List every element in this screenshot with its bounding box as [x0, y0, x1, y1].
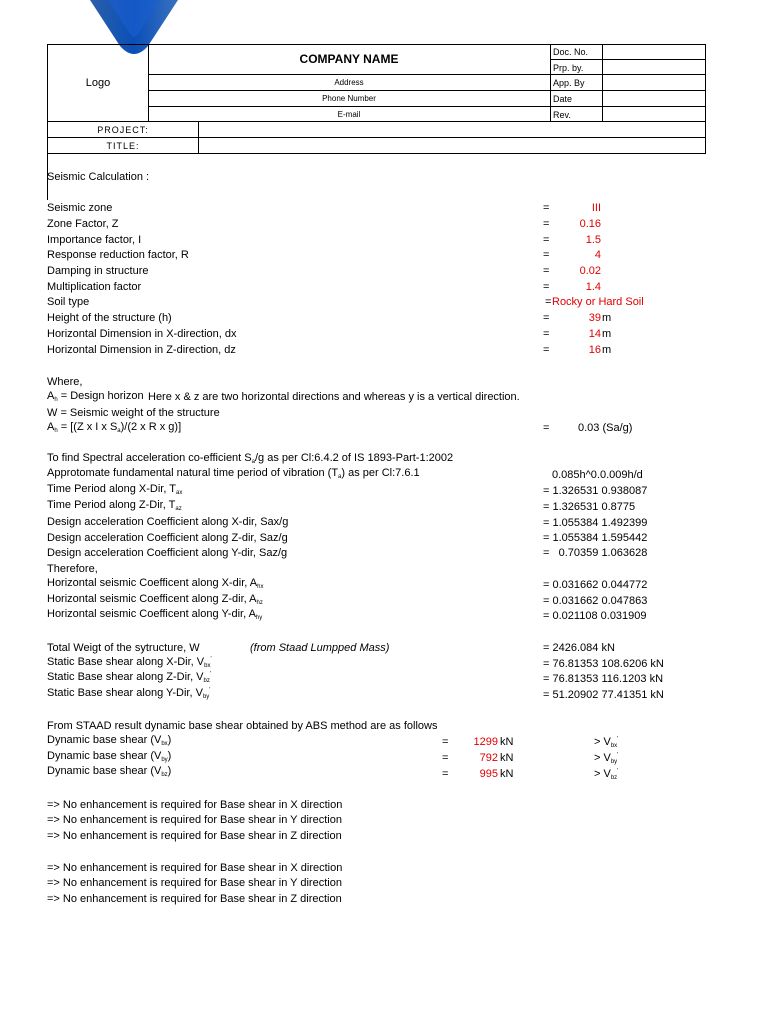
meta-approved-by: App. By	[553, 78, 585, 88]
param-eq: =	[543, 218, 550, 230]
param-unit: m	[602, 328, 612, 340]
spectral-row-values: = 1.326531 0.8775	[543, 501, 636, 513]
company-address: Address	[334, 78, 364, 87]
param-label: Multiplication factor	[47, 281, 142, 293]
meta-rev: Rev.	[553, 110, 571, 120]
title-label: TITLE:	[106, 141, 140, 151]
param-value: 14	[588, 328, 601, 340]
static-shear-values: = 76.81353 108.6206 kN	[543, 658, 664, 670]
meta-doc-no: Doc. No.	[553, 47, 589, 57]
xz-note: Here x & z are two horizontal directions and whereas y is a vertical direction.	[148, 391, 520, 403]
total-weight-note: (from Staad Lumpped Mass)	[250, 642, 390, 654]
conclusion-line: => No enhancement is required for Base shear in Y direction	[47, 814, 342, 826]
param-eq: =	[543, 249, 550, 261]
spectral-row-values: = 0.70359 1.063628	[543, 547, 648, 559]
dynamic-shear-eq: =	[442, 752, 449, 764]
param-value: 1.5	[585, 234, 601, 246]
param-eq: =	[543, 344, 550, 356]
dynamic-shear-value: 995	[479, 768, 498, 780]
param-label: Zone Factor, Z	[47, 218, 119, 230]
param-unit: m	[602, 344, 612, 356]
param-value: 4	[594, 249, 601, 261]
param-eq: =	[543, 328, 550, 340]
where-label: Where,	[47, 376, 83, 388]
logo-label: Logo	[85, 77, 111, 89]
param-eq: =	[545, 296, 552, 308]
static-shear-label: Static Base shear along Z-Dir, $V_{bz}'$	[47, 671, 212, 684]
therefore-label: Therefore,	[47, 563, 98, 575]
param-eq: =	[543, 312, 550, 324]
section-title: Seismic Calculation :	[47, 171, 150, 183]
param-eq: =	[543, 281, 550, 293]
param-label: Damping in structure	[47, 265, 149, 277]
coefficient-row-values: = 0.031662 0.047863	[543, 595, 648, 607]
param-unit: m	[602, 312, 612, 324]
ah-formula-eq: =	[543, 422, 550, 434]
param-label: Importance factor, I	[47, 234, 142, 246]
dynamic-shear-unit: kN	[500, 736, 514, 748]
dynamic-shear-label: Dynamic base shear $(V_{by})$	[47, 750, 172, 763]
meta-prepared-by: Prp. by.	[553, 63, 584, 73]
conclusion-line: => No enhancement is required for Base shear in Z direction	[47, 893, 342, 905]
coefficient-row-values: = 0.021108 0.031909	[543, 610, 647, 622]
param-label: Height of the structure (h)	[47, 312, 172, 324]
ah-formula-value: 0.03 (Sa/g)	[578, 422, 633, 434]
param-label: Seismic zone	[47, 202, 113, 214]
param-value: 1.4	[585, 281, 601, 293]
dynamic-intro: From STAAD result dynamic base shear obtained by ABS method are as follows	[47, 720, 438, 732]
param-eq: =	[543, 234, 550, 246]
spectral-row-label: Design acceleration Coefficient along Y-dir, Saz/g	[47, 547, 288, 559]
spectral-intro: To find Spectral acceleration co-efficient $S_a/g$ as per Cl:6.4.2 of IS 1893-Part-1:2002	[47, 452, 454, 465]
spectral-row-label: Time Period along Z-Dir, $T_{az}$	[47, 499, 182, 512]
conclusion-line: => No enhancement is required for Base shear in X direction	[47, 799, 343, 811]
coefficient-row-label: Horizontal seismic Coefficent along Y-dir, $A_{hy}$	[47, 608, 263, 621]
param-value: 16	[588, 344, 601, 356]
spectral-row-values: = 1.055384 1.492399	[543, 517, 648, 529]
ah-formula: $A_h = [(Z$ x I x $S_a)/(2$ x R x g)]	[47, 421, 182, 434]
ta-intro: Approtomate fundamental natural time period of vibration $(T_a)$ as per Cl:7.6.1	[47, 467, 420, 480]
param-label: Horizontal Dimension in X-direction, dx	[47, 328, 237, 340]
coefficient-row-label: Horizontal seismic Coefficent along X-dir, $A_{hx}$	[47, 577, 264, 590]
param-value: 0.16	[579, 218, 601, 230]
param-eq: =	[543, 202, 550, 214]
dynamic-shear-compare: > $V_{bz}'$	[594, 768, 619, 781]
ah-definition: $A_h$ = Design horizon	[47, 390, 144, 403]
dynamic-shear-label: Dynamic base shear $(V_{bx})$	[47, 734, 172, 747]
spectral-row-label: Design acceleration Coefficient along X-dir, Sax/g	[47, 516, 289, 528]
dynamic-shear-value: 792	[479, 752, 498, 764]
dynamic-shear-eq: =	[442, 736, 449, 748]
meta-date: Date	[553, 94, 573, 104]
param-label: Soil type	[47, 296, 90, 308]
dynamic-shear-value: 1299	[473, 736, 498, 748]
param-eq: =	[543, 265, 550, 277]
coefficient-row-label: Horizontal seismic Coefficent along Z-dir, $A_{hz}$	[47, 593, 263, 606]
param-value: III	[591, 202, 601, 214]
total-weight-value: = 2426.084 kN	[543, 642, 615, 654]
dynamic-shear-label: Dynamic base shear $(V_{bz})$	[47, 765, 172, 778]
param-value: 39	[588, 312, 601, 324]
dynamic-shear-compare: > $V_{by}'$	[594, 752, 619, 765]
spectral-row-label: Design acceleration Coefficient along Z-dir, Saz/g	[47, 532, 288, 544]
company-name: COMPANY NAME	[299, 52, 399, 66]
conclusion-line: => No enhancement is required for Base shear in X direction	[47, 862, 343, 874]
param-value: Rocky or Hard Soil	[552, 296, 644, 308]
spectral-row-values: = 1.055384 1.595442	[543, 532, 648, 544]
logo-graphic	[88, 0, 180, 58]
conclusion-line: => No enhancement is required for Base shear in Y direction	[47, 877, 342, 889]
dynamic-shear-unit: kN	[500, 752, 514, 764]
dynamic-shear-eq: =	[442, 768, 449, 780]
dynamic-shear-compare: > $V_{bx}'$	[594, 736, 619, 749]
static-shear-label: Static Base shear along X-Dir, $V_{bx}'$	[47, 656, 212, 669]
static-shear-values: = 76.81353 116.1203 kN	[543, 673, 664, 685]
weight-definition: W = Seismic weight of the structure	[47, 407, 220, 419]
company-phone: Phone Number	[322, 94, 376, 103]
param-value: 0.02	[579, 265, 601, 277]
ta-formula: 0.085h^0.0.009h/d	[552, 469, 643, 481]
spectral-row-values: = 1.326531 0.938087	[543, 485, 648, 497]
param-label: Response reduction factor, R	[47, 249, 189, 261]
project-label: PROJECT:	[97, 125, 149, 135]
dynamic-shear-unit: kN	[500, 768, 514, 780]
coefficient-row-values: = 0.031662 0.044772	[543, 579, 648, 591]
total-weight-label: Total Weigt of the sytructure, W	[47, 642, 200, 654]
param-label: Horizontal Dimension in Z-direction, dz	[47, 344, 236, 356]
conclusion-line: => No enhancement is required for Base shear in Z direction	[47, 830, 342, 842]
spectral-row-label: Time Period along X-Dir, $T_{ax}$	[47, 483, 183, 496]
company-email: E-mail	[337, 110, 361, 119]
static-shear-values: = 51.20902 77.41351 kN	[543, 689, 664, 701]
static-shear-label: Static Base shear along Y-Dir, $V_{by}'$	[47, 687, 211, 700]
